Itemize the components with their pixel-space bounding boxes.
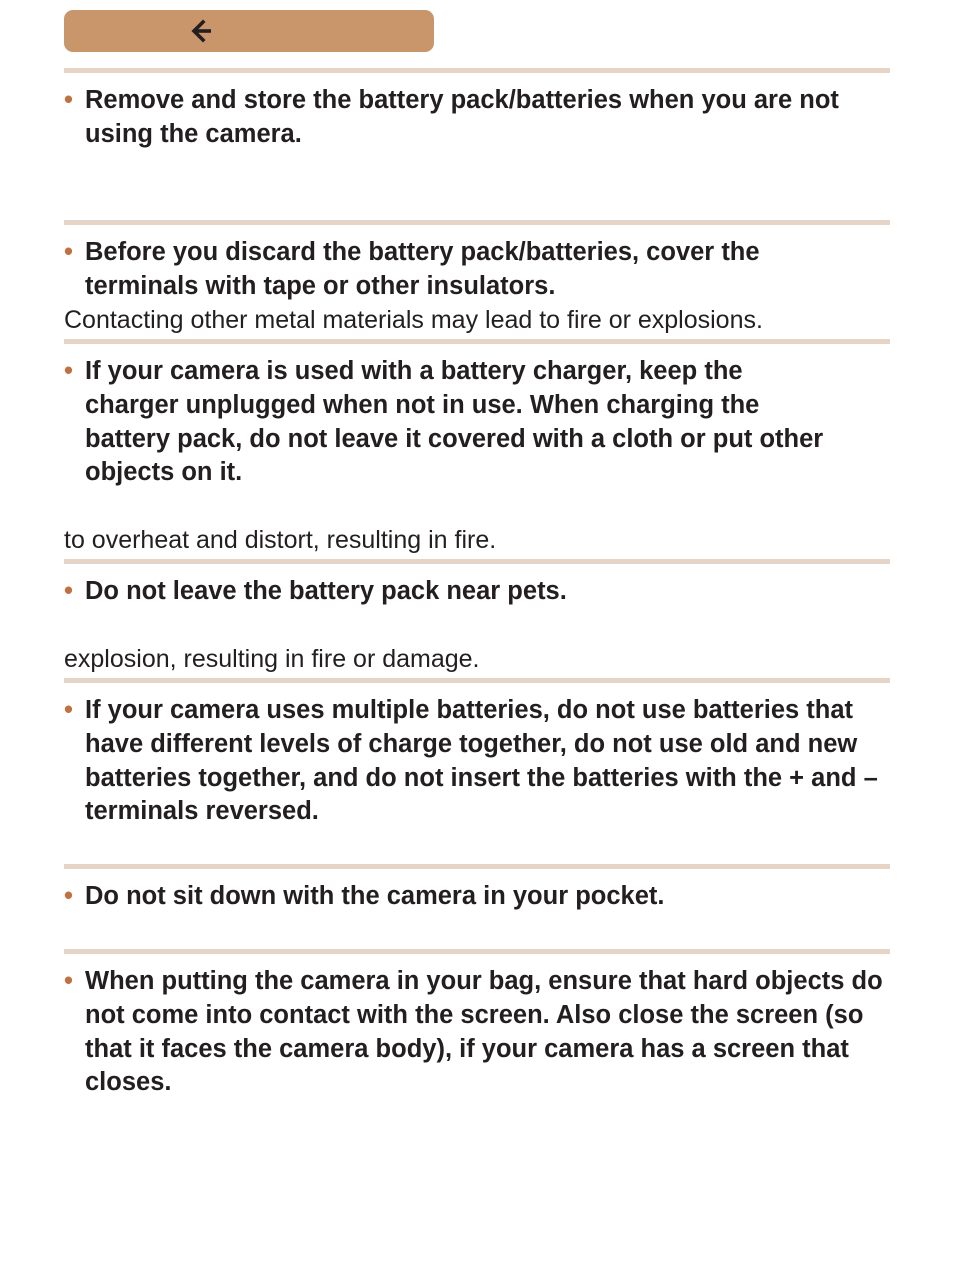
- warning-note: to overheat and distort, resulting in fire.: [64, 526, 497, 554]
- bullet-marker: •: [64, 967, 73, 995]
- warning-item-discard-batteries: [64, 236, 894, 304]
- warning-text: Remove and store the battery pack/batteries when you are not using the camera.: [85, 86, 839, 148]
- section-divider: [64, 68, 890, 73]
- bullet-marker: •: [64, 357, 73, 385]
- warning-text: Before you discard the battery pack/batteries, cover the terminals with tape or other insulators.: [85, 238, 760, 300]
- section-divider: [64, 339, 890, 344]
- warning-text: If your camera uses multiple batteries, do not use batteries that have different levels of charge together, do not use old and new batteries together, and do not insert the batteries with the + and – terminals reversed.: [85, 696, 878, 826]
- warning-text: If your camera is used with a battery charger, keep the charger unplugged when not in use. When charging the battery pack, do not leave it covered with a cloth or put other objects on it.: [85, 357, 824, 487]
- bullet-marker: •: [64, 696, 73, 724]
- warning-text: Do not leave the battery pack near pets.: [85, 577, 567, 605]
- section-divider: [64, 678, 890, 683]
- warning-item-charger: [64, 355, 894, 490]
- bullet-marker: •: [64, 577, 73, 605]
- warning-item-bag: [64, 965, 894, 1100]
- bullet-marker: •: [64, 238, 73, 266]
- warning-note: explosion, resulting in fire or damage.: [64, 645, 480, 673]
- warning-item-pocket: [64, 880, 894, 914]
- warning-item-pets: [64, 575, 894, 609]
- warning-note: Contacting other metal materials may lead to fire or explosions.: [64, 306, 763, 334]
- warning-item-store-batteries: [64, 84, 894, 152]
- bullet-marker: •: [64, 86, 73, 114]
- section-divider: [64, 559, 890, 564]
- left-arrow-icon: [190, 19, 214, 43]
- section-divider: [64, 220, 890, 225]
- section-divider: [64, 864, 890, 869]
- section-divider: [64, 949, 890, 954]
- warning-text: Do not sit down with the camera in your pocket.: [85, 882, 665, 910]
- warning-item-multiple-batteries: [64, 694, 894, 829]
- back-button[interactable]: [64, 10, 434, 52]
- warning-text: When putting the camera in your bag, ensure that hard objects do not come into contact with the screen. Also close the screen (so that it faces the camera body), if your camera has a screen that closes.: [85, 967, 883, 1097]
- bullet-marker: •: [64, 882, 73, 910]
